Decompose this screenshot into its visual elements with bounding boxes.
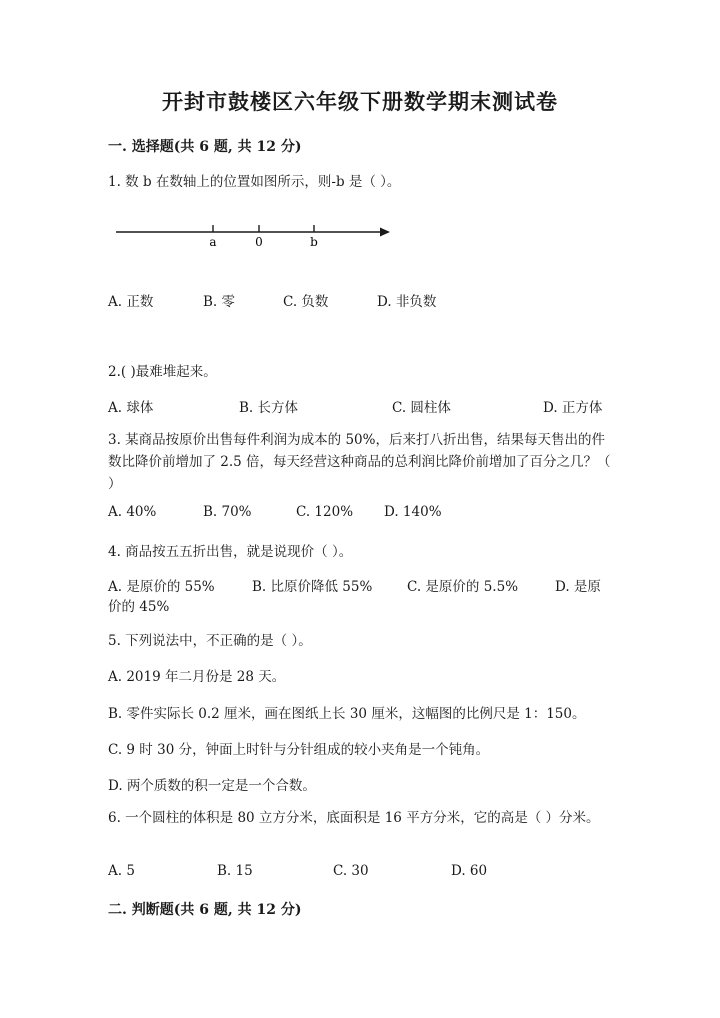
question-3-text: 3. 某商品按原价出售每件利润为成本的 50%，后来打八折出售，结果每天售出的件数比降价前增加了 2.5 倍，每天经营这种商品的总利润比降价前增加了百分之几？（ ） [108, 432, 611, 492]
q2-option-b: B. 长方体 [239, 400, 299, 416]
question-4-text: 4. 商品按五五折出售，就是说现价（ ）。 [108, 544, 353, 560]
q6-option-c: C. 30 [333, 863, 369, 879]
q6-option-a: A. 5 [108, 863, 135, 879]
q5-option-a: A. 2019 年二月份是 28 天。 [108, 669, 286, 685]
q5-option-b: B. 零件实际长 0.2 厘米，画在图纸上长 30 厘米，这幅图的比例尺是 1：150。 [108, 706, 586, 722]
section-heading-multiple-choice: 一. 选择题(共 6 题, 共 12 分) [108, 139, 302, 155]
q2-option-a: A. 球体 [108, 400, 154, 416]
section-heading-true-false: 二. 判断题(共 6 题, 共 12 分) [108, 902, 302, 918]
q1-option-a: A. 正数 [108, 294, 154, 310]
q3-option-a: A. 40% [108, 504, 157, 520]
q3-option-d: D. 140% [384, 504, 442, 520]
q3-option-b: B. 70% [203, 504, 252, 520]
q4-option-a: A. 是原价的 55% [108, 579, 215, 595]
question-5-text: 5. 下列说法中，不正确的是（ ）。 [108, 633, 312, 649]
q6-option-b: B. 15 [217, 863, 253, 879]
q5-option-d: D. 两个质数的积一定是一个合数。 [108, 778, 316, 794]
number-line-arrow [380, 228, 390, 237]
number-line-figure [112, 218, 402, 250]
question-1-text: 1. 数 b 在数轴上的位置如图所示，则-b 是（ ）。 [108, 174, 401, 190]
tick-label-a: a [209, 235, 217, 249]
q4-option-c: C. 是原价的 5.5% [407, 579, 519, 595]
q4-option-d: D. 是原 [555, 579, 601, 595]
q1-option-d: D. 非负数 [377, 294, 437, 310]
tick-label-zero: 0 [255, 235, 263, 249]
q2-option-d: D. 正方体 [543, 400, 603, 416]
q2-option-c: C. 圆柱体 [392, 400, 451, 416]
question-2-text: 2.( )最难堆起来。 [108, 364, 217, 380]
q1-option-c: C. 负数 [283, 294, 329, 310]
q5-option-c: C. 9 时 30 分，钟面上时针与分针组成的较小夹角是一个钝角。 [108, 742, 490, 758]
q1-option-b: B. 零 [203, 294, 236, 310]
tick-label-b: b [310, 235, 318, 249]
q4-option-d-continued: 价的 45% [108, 599, 170, 615]
question-6-text: 6. 一个圆柱的体积是 80 立方分米，底面积是 16 平方分米，它的高是（ ）分米。 [108, 810, 600, 826]
q3-option-c: C. 120% [296, 504, 354, 520]
page-title: 开封市鼓楼区六年级下册数学期末测试卷 [162, 89, 558, 114]
q4-option-b: B. 比原价降低 55% [252, 579, 373, 595]
q6-option-d: D. 60 [451, 863, 488, 879]
